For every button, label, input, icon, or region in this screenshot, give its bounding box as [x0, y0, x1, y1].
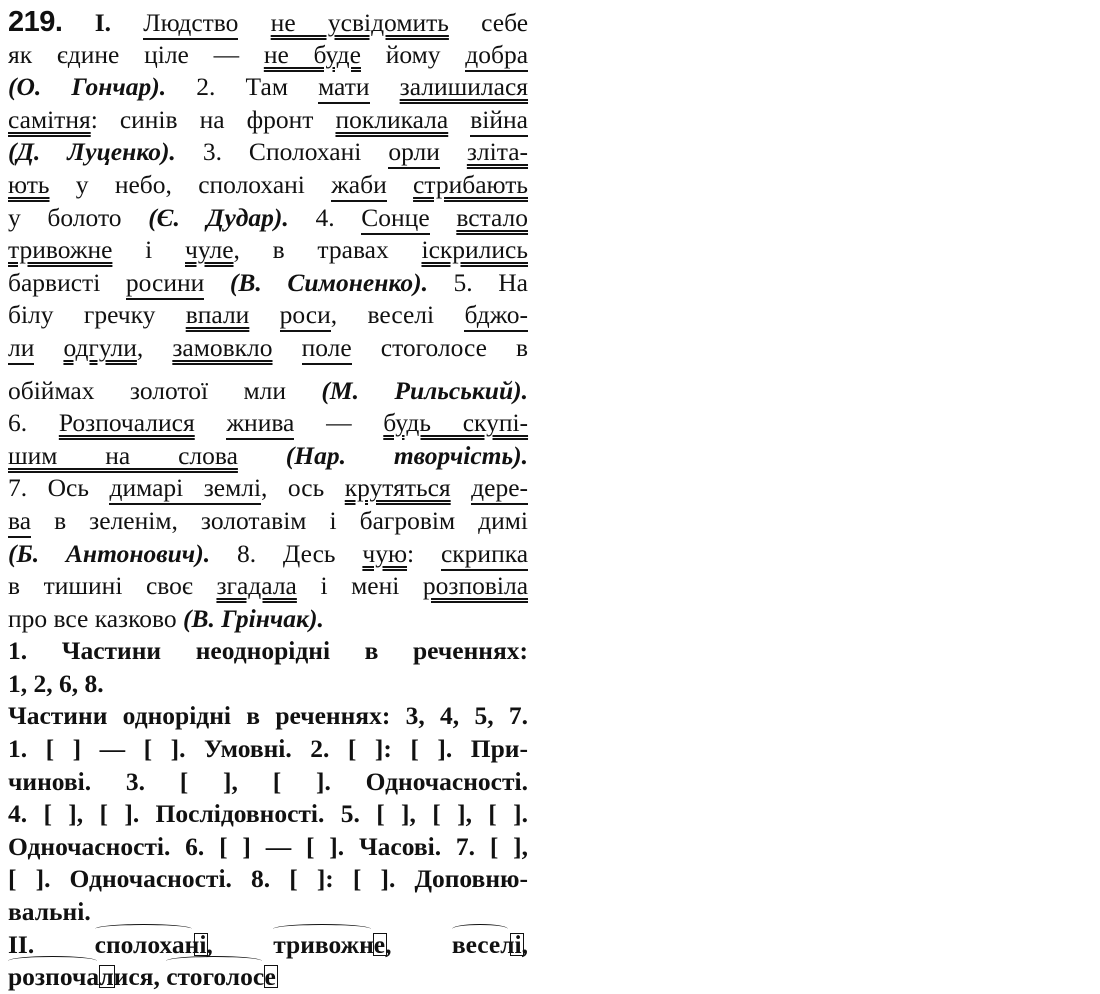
predicate: чую: [362, 538, 408, 568]
text: барвисті: [8, 267, 101, 297]
subject: Людство: [143, 8, 238, 40]
exercise-column: [8, 6, 528, 994]
text: як єдине ціле —: [8, 39, 240, 69]
subject: добра: [465, 40, 528, 72]
predicate: покликала: [335, 104, 449, 134]
part-label: I.: [94, 8, 112, 37]
text: 7. Ось: [8, 473, 89, 503]
text: ,: [136, 332, 144, 362]
predicate: залишилася: [399, 72, 529, 102]
text: стоголосе в: [380, 332, 529, 362]
line-1: [8, 6, 528, 39]
answer-line-7: Одночасності. 6. [ ] — [ ]. Часові. 7. [ ],: [8, 831, 528, 861]
text: обіймах золотої мли: [8, 375, 286, 405]
line-5: [8, 136, 528, 169]
source: (В. Грінчак).: [182, 603, 324, 633]
line-8: [8, 234, 528, 267]
morpheme-word: [95, 930, 207, 959]
predicate: самітня: [8, 104, 91, 134]
line-17: [8, 538, 528, 571]
line-13: [8, 407, 528, 440]
predicate: тривожне: [8, 235, 113, 265]
text: в зеленім, золотавім і багровім димі: [54, 505, 529, 535]
morpheme-word: [8, 962, 153, 991]
predicate: згадала: [216, 571, 297, 601]
subject: бджо-: [464, 300, 528, 332]
text: і мені: [320, 571, 400, 601]
line-7: [8, 202, 528, 235]
stem-arc: [8, 956, 97, 966]
predicate: шим на слова: [8, 440, 238, 470]
line-6: [8, 169, 528, 202]
subject: димарі землі: [109, 473, 261, 505]
morpheme-word: [166, 962, 276, 991]
text: у болото: [8, 202, 122, 232]
line-19: [8, 603, 528, 636]
morpheme-word: [273, 930, 385, 959]
ending-box: [510, 933, 524, 956]
answer-line-1: 1. Частини неоднорідні в реченнях:: [8, 636, 528, 666]
predicate: будь скупі-: [383, 408, 529, 438]
line-14: [8, 440, 528, 473]
answer-line-9: вальні.: [8, 897, 91, 927]
text: , веселі: [330, 300, 435, 330]
word: розпочалися: [8, 962, 154, 992]
subject: росини: [126, 268, 204, 300]
source: (О. Гончар).: [8, 72, 167, 102]
line-11: [8, 332, 528, 365]
text: і: [145, 235, 153, 265]
text: в тишині своє: [8, 571, 193, 601]
line-16: [8, 505, 528, 538]
text: 3. Сполохані: [202, 137, 362, 167]
morpheme-word: [452, 930, 522, 959]
text: :: [407, 538, 415, 568]
text: 2. Там: [196, 72, 288, 102]
subject: жаби: [331, 170, 387, 202]
comma: ,: [521, 929, 529, 959]
subject: дере-: [471, 473, 528, 505]
line-3: [8, 71, 528, 104]
ending-box: [373, 933, 387, 956]
predicate: зліта-: [466, 137, 529, 167]
source: (Є. Дудар).: [148, 202, 289, 232]
text: , в травах: [233, 235, 389, 265]
line-10: [8, 299, 528, 332]
predicate: одгули: [63, 332, 137, 362]
text: , ось: [261, 473, 325, 503]
ending-box: [99, 965, 115, 988]
source: (М. Рильський).: [321, 375, 528, 405]
line-4: [8, 104, 528, 137]
text: 6.: [8, 408, 28, 438]
answer-line-4: 1. [ ] — [ ]. Умовні. 2. [ ]: [ ]. При-: [8, 734, 528, 764]
stem-arc: [95, 924, 193, 934]
predicate: розповіла: [422, 571, 529, 601]
subject: Сонце: [361, 203, 429, 235]
stem-arc: [273, 924, 371, 934]
subject: орли: [388, 137, 440, 169]
part-label: II.: [8, 929, 35, 959]
predicate: чуле: [185, 235, 234, 265]
predicate: не буде: [263, 39, 361, 69]
predicate: стрибають: [413, 169, 528, 199]
predicate: встало: [456, 202, 529, 232]
answer-line-8: [ ]. Одночасності. 8. [ ]: [ ]. Доповню-: [8, 864, 528, 894]
comma: ,: [206, 929, 213, 959]
text: 4.: [315, 202, 335, 232]
text: —: [326, 408, 352, 438]
morpheme-line-1: [8, 929, 528, 962]
source: (Б. Антонович).: [8, 538, 211, 568]
subject: роси: [280, 300, 331, 332]
text: про все казково: [8, 603, 177, 633]
predicate: Розпочалися: [58, 408, 195, 438]
word: тривожне: [273, 929, 386, 959]
predicate: іскрились: [421, 235, 528, 265]
text: 5. На: [453, 267, 528, 297]
line-12: [8, 375, 528, 408]
ending-box: [194, 933, 208, 956]
subject: ва: [8, 506, 31, 538]
source: (Д. Луценко).: [8, 137, 176, 167]
predicate: впали: [185, 300, 250, 330]
subject: мати: [318, 72, 369, 104]
word: сполохані: [94, 929, 207, 959]
predicate: ють: [8, 169, 50, 199]
subject: війна: [470, 105, 528, 137]
stem-arc: [452, 924, 508, 934]
text: : синів на фронт: [90, 104, 314, 134]
line-18: [8, 570, 528, 603]
answer-line-6: 4. [ ], [ ]. Послідовності. 5. [ ], [ ], [ ].: [8, 799, 528, 829]
predicate: крутяться: [344, 473, 451, 503]
source: (Нар. творчість).: [285, 440, 529, 470]
line-2: [8, 39, 528, 72]
word: стоголосе: [166, 962, 276, 992]
word: веселі: [451, 929, 522, 959]
line-9: [8, 267, 528, 300]
line-15: [8, 472, 528, 505]
answer-line-3: Частини однорідні в реченнях: 3, 4, 5, 7.: [8, 701, 528, 731]
text: у небо, сполохані: [75, 169, 305, 199]
morpheme-line-2: [8, 961, 528, 994]
source: (В. Симоненко).: [229, 267, 428, 297]
text: білу гречку: [8, 300, 156, 330]
predicate: не усвідомить: [270, 8, 449, 37]
subject: поле: [302, 333, 352, 365]
text: себе: [481, 8, 529, 37]
text: 8. Десь: [236, 538, 336, 568]
stem-arc: [166, 956, 262, 966]
subject: жнива: [226, 408, 294, 440]
comma: ,: [153, 962, 160, 992]
subject: скрипка: [441, 539, 528, 571]
subject: ли: [8, 333, 34, 365]
text: йому: [385, 39, 441, 69]
ending-box: [264, 965, 278, 988]
comma: ,: [385, 929, 392, 959]
answer-line-5: чинові. 3. [ ], [ ]. Одночасності.: [8, 766, 528, 796]
exercise-number: 219.: [8, 6, 63, 38]
answer-line-2: 1, 2, 6, 8.: [8, 668, 104, 698]
predicate: замовкло: [172, 332, 273, 362]
